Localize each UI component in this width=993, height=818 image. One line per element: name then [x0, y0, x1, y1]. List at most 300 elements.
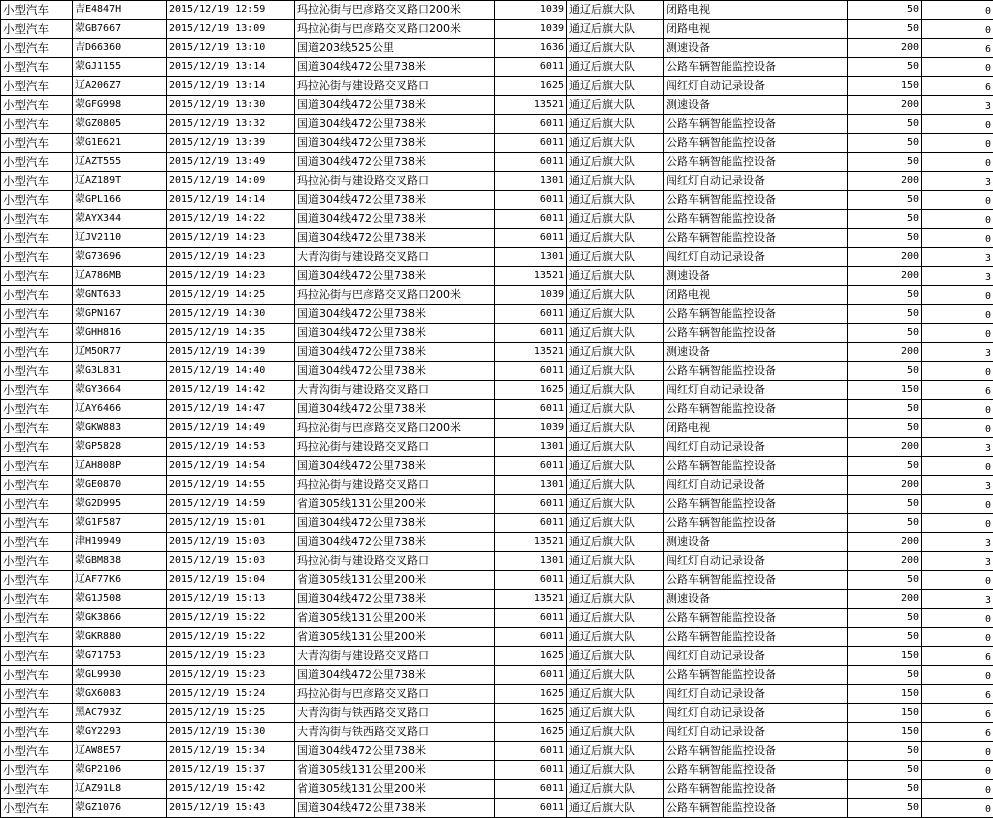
datetime-cell[interactable]: 2015/12/19 14:55	[167, 476, 295, 495]
code-cell[interactable]: 1625	[495, 723, 567, 742]
vehicle-type-cell[interactable]: 小型汽车	[1, 666, 73, 685]
device-type-cell[interactable]: 公路车辆智能监控设备	[664, 799, 848, 818]
vehicle-type-cell[interactable]: 小型汽车	[1, 39, 73, 58]
table-row[interactable]	[1, 438, 993, 457]
table-row[interactable]	[1, 419, 993, 438]
points-cell[interactable]: 3	[922, 533, 993, 552]
fine-cell[interactable]: 200	[848, 590, 922, 609]
unit-cell[interactable]: 通辽后旗大队	[567, 628, 664, 647]
location-cell[interactable]: 玛拉沁街与建设路交叉路口	[295, 172, 495, 191]
datetime-cell[interactable]: 2015/12/19 14:22	[167, 210, 295, 229]
datetime-cell[interactable]: 2015/12/19 14:59	[167, 495, 295, 514]
vehicle-type-cell[interactable]: 小型汽车	[1, 400, 73, 419]
fine-cell[interactable]: 50	[848, 609, 922, 628]
code-cell[interactable]: 6011	[495, 666, 567, 685]
code-cell[interactable]: 6011	[495, 58, 567, 77]
code-cell[interactable]: 13521	[495, 343, 567, 362]
datetime-cell[interactable]: 2015/12/19 13:32	[167, 115, 295, 134]
plate-number-cell[interactable]: 辽A206Z7	[73, 77, 167, 96]
fine-cell[interactable]: 50	[848, 305, 922, 324]
plate-number-cell[interactable]: 辽AW8E57	[73, 742, 167, 761]
code-cell[interactable]: 6011	[495, 153, 567, 172]
datetime-cell[interactable]: 2015/12/19 15:03	[167, 552, 295, 571]
plate-number-cell[interactable]: 辽AZ91L8	[73, 780, 167, 799]
location-cell[interactable]: 国道304线472公里738米	[295, 362, 495, 381]
device-type-cell[interactable]: 公路车辆智能监控设备	[664, 210, 848, 229]
plate-number-cell[interactable]: 蒙GHH816	[73, 324, 167, 343]
points-cell[interactable]: 6	[922, 723, 993, 742]
table-row[interactable]	[1, 96, 993, 115]
unit-cell[interactable]: 通辽后旗大队	[567, 742, 664, 761]
plate-number-cell[interactable]: 蒙GNT633	[73, 286, 167, 305]
device-type-cell[interactable]: 公路车辆智能监控设备	[664, 324, 848, 343]
vehicle-type-cell[interactable]: 小型汽车	[1, 590, 73, 609]
datetime-cell[interactable]: 2015/12/19 14:49	[167, 419, 295, 438]
fine-cell[interactable]: 200	[848, 438, 922, 457]
location-cell[interactable]: 国道304线472公里738米	[295, 115, 495, 134]
vehicle-type-cell[interactable]: 小型汽车	[1, 362, 73, 381]
unit-cell[interactable]: 通辽后旗大队	[567, 134, 664, 153]
code-cell[interactable]: 6011	[495, 628, 567, 647]
location-cell[interactable]: 国道304线472公里738米	[295, 96, 495, 115]
location-cell[interactable]: 国道304线472公里738米	[295, 134, 495, 153]
unit-cell[interactable]: 通辽后旗大队	[567, 476, 664, 495]
points-cell[interactable]: 0	[922, 362, 993, 381]
plate-number-cell[interactable]: 蒙GL9930	[73, 666, 167, 685]
code-cell[interactable]: 1625	[495, 77, 567, 96]
points-cell[interactable]: 3	[922, 552, 993, 571]
table-row[interactable]	[1, 210, 993, 229]
vehicle-type-cell[interactable]: 小型汽车	[1, 495, 73, 514]
plate-number-cell[interactable]: 辽AY6466	[73, 400, 167, 419]
plate-number-cell[interactable]: 蒙G1E621	[73, 134, 167, 153]
device-type-cell[interactable]: 公路车辆智能监控设备	[664, 191, 848, 210]
code-cell[interactable]: 6011	[495, 362, 567, 381]
plate-number-cell[interactable]: 蒙GX6083	[73, 685, 167, 704]
fine-cell[interactable]: 50	[848, 191, 922, 210]
plate-number-cell[interactable]: 辽AZ189T	[73, 172, 167, 191]
code-cell[interactable]: 1625	[495, 381, 567, 400]
plate-number-cell[interactable]: 蒙G3L831	[73, 362, 167, 381]
location-cell[interactable]: 国道304线472公里738米	[295, 666, 495, 685]
location-cell[interactable]: 国道304线472公里738米	[295, 153, 495, 172]
code-cell[interactable]: 6011	[495, 742, 567, 761]
location-cell[interactable]: 大青沟街与建设路交叉路口	[295, 381, 495, 400]
points-cell[interactable]: 0	[922, 457, 993, 476]
device-type-cell[interactable]: 公路车辆智能监控设备	[664, 115, 848, 134]
vehicle-type-cell[interactable]: 小型汽车	[1, 381, 73, 400]
fine-cell[interactable]: 200	[848, 172, 922, 191]
location-cell[interactable]: 国道304线472公里738米	[295, 590, 495, 609]
location-cell[interactable]: 玛拉沁街与巴彦路交叉路口200米	[295, 286, 495, 305]
datetime-cell[interactable]: 2015/12/19 14:14	[167, 191, 295, 210]
unit-cell[interactable]: 通辽后旗大队	[567, 533, 664, 552]
datetime-cell[interactable]: 2015/12/19 13:49	[167, 153, 295, 172]
vehicle-type-cell[interactable]: 小型汽车	[1, 742, 73, 761]
unit-cell[interactable]: 通辽后旗大队	[567, 324, 664, 343]
unit-cell[interactable]: 通辽后旗大队	[567, 761, 664, 780]
vehicle-type-cell[interactable]: 小型汽车	[1, 343, 73, 362]
code-cell[interactable]: 13521	[495, 267, 567, 286]
code-cell[interactable]: 6011	[495, 780, 567, 799]
points-cell[interactable]: 3	[922, 476, 993, 495]
location-cell[interactable]: 玛拉沁街与建设路交叉路口	[295, 77, 495, 96]
device-type-cell[interactable]: 测速设备	[664, 267, 848, 286]
plate-number-cell[interactable]: 辽M5OR77	[73, 343, 167, 362]
points-cell[interactable]: 0	[922, 115, 993, 134]
device-type-cell[interactable]: 公路车辆智能监控设备	[664, 761, 848, 780]
datetime-cell[interactable]: 2015/12/19 14:39	[167, 343, 295, 362]
vehicle-type-cell[interactable]: 小型汽车	[1, 685, 73, 704]
location-cell[interactable]: 国道304线472公里738米	[295, 799, 495, 818]
location-cell[interactable]: 玛拉沁街与巴彦路交叉路口200米	[295, 20, 495, 39]
points-cell[interactable]: 0	[922, 286, 993, 305]
datetime-cell[interactable]: 2015/12/19 14:54	[167, 457, 295, 476]
unit-cell[interactable]: 通辽后旗大队	[567, 438, 664, 457]
device-type-cell[interactable]: 公路车辆智能监控设备	[664, 780, 848, 799]
vehicle-type-cell[interactable]: 小型汽车	[1, 324, 73, 343]
table-row[interactable]	[1, 77, 993, 96]
table-row[interactable]	[1, 761, 993, 780]
device-type-cell[interactable]: 闯红灯自动记录设备	[664, 685, 848, 704]
device-type-cell[interactable]: 闯红灯自动记录设备	[664, 552, 848, 571]
vehicle-type-cell[interactable]: 小型汽车	[1, 514, 73, 533]
vehicle-type-cell[interactable]: 小型汽车	[1, 286, 73, 305]
table-row[interactable]	[1, 609, 993, 628]
plate-number-cell[interactable]: 蒙GB7667	[73, 20, 167, 39]
unit-cell[interactable]: 通辽后旗大队	[567, 172, 664, 191]
datetime-cell[interactable]: 2015/12/19 15:23	[167, 666, 295, 685]
table-row[interactable]	[1, 533, 993, 552]
code-cell[interactable]: 6011	[495, 761, 567, 780]
unit-cell[interactable]: 通辽后旗大队	[567, 514, 664, 533]
fine-cell[interactable]: 50	[848, 153, 922, 172]
datetime-cell[interactable]: 2015/12/19 15:37	[167, 761, 295, 780]
plate-number-cell[interactable]: 津H19949	[73, 533, 167, 552]
fine-cell[interactable]: 150	[848, 685, 922, 704]
location-cell[interactable]: 国道304线472公里738米	[295, 191, 495, 210]
location-cell[interactable]: 玛拉沁街与巴彦路交叉路口200米	[295, 419, 495, 438]
points-cell[interactable]: 0	[922, 191, 993, 210]
location-cell[interactable]: 国道304线472公里738米	[295, 343, 495, 362]
points-cell[interactable]: 0	[922, 514, 993, 533]
vehicle-type-cell[interactable]: 小型汽车	[1, 134, 73, 153]
plate-number-cell[interactable]: 蒙GY3664	[73, 381, 167, 400]
table-row[interactable]	[1, 267, 993, 286]
datetime-cell[interactable]: 2015/12/19 14:42	[167, 381, 295, 400]
device-type-cell[interactable]: 闯红灯自动记录设备	[664, 248, 848, 267]
unit-cell[interactable]: 通辽后旗大队	[567, 58, 664, 77]
device-type-cell[interactable]: 闯红灯自动记录设备	[664, 172, 848, 191]
unit-cell[interactable]: 通辽后旗大队	[567, 343, 664, 362]
unit-cell[interactable]: 通辽后旗大队	[567, 590, 664, 609]
fine-cell[interactable]: 50	[848, 799, 922, 818]
points-cell[interactable]: 0	[922, 571, 993, 590]
table-row[interactable]	[1, 742, 993, 761]
points-cell[interactable]: 0	[922, 666, 993, 685]
plate-number-cell[interactable]: 吉D66360	[73, 39, 167, 58]
plate-number-cell[interactable]: 蒙GPL166	[73, 191, 167, 210]
device-type-cell[interactable]: 公路车辆智能监控设备	[664, 134, 848, 153]
vehicle-type-cell[interactable]: 小型汽车	[1, 419, 73, 438]
points-cell[interactable]: 6	[922, 704, 993, 723]
plate-number-cell[interactable]: 辽JV2110	[73, 229, 167, 248]
device-type-cell[interactable]: 公路车辆智能监控设备	[664, 742, 848, 761]
unit-cell[interactable]: 通辽后旗大队	[567, 191, 664, 210]
device-type-cell[interactable]: 闯红灯自动记录设备	[664, 476, 848, 495]
location-cell[interactable]: 国道304线472公里738米	[295, 324, 495, 343]
unit-cell[interactable]: 通辽后旗大队	[567, 780, 664, 799]
location-cell[interactable]: 大青沟街与铁西路交叉路口	[295, 723, 495, 742]
points-cell[interactable]: 0	[922, 419, 993, 438]
points-cell[interactable]: 3	[922, 343, 993, 362]
points-cell[interactable]: 0	[922, 58, 993, 77]
device-type-cell[interactable]: 闭路电视	[664, 20, 848, 39]
device-type-cell[interactable]: 公路车辆智能监控设备	[664, 400, 848, 419]
plate-number-cell[interactable]: 蒙G71753	[73, 647, 167, 666]
points-cell[interactable]: 0	[922, 1, 993, 20]
location-cell[interactable]: 国道304线472公里738米	[295, 210, 495, 229]
table-row[interactable]	[1, 514, 993, 533]
table-row[interactable]	[1, 115, 993, 134]
plate-number-cell[interactable]: 蒙G1F587	[73, 514, 167, 533]
table-row[interactable]	[1, 58, 993, 77]
points-cell[interactable]: 0	[922, 134, 993, 153]
plate-number-cell[interactable]: 蒙GK3866	[73, 609, 167, 628]
datetime-cell[interactable]: 2015/12/19 15:13	[167, 590, 295, 609]
location-cell[interactable]: 省道305线131公里200米	[295, 609, 495, 628]
location-cell[interactable]: 国道304线472公里738米	[295, 514, 495, 533]
vehicle-type-cell[interactable]: 小型汽车	[1, 799, 73, 818]
device-type-cell[interactable]: 公路车辆智能监控设备	[664, 58, 848, 77]
table-row[interactable]	[1, 685, 993, 704]
unit-cell[interactable]: 通辽后旗大队	[567, 1, 664, 20]
unit-cell[interactable]: 通辽后旗大队	[567, 571, 664, 590]
vehicle-type-cell[interactable]: 小型汽车	[1, 58, 73, 77]
fine-cell[interactable]: 150	[848, 77, 922, 96]
unit-cell[interactable]: 通辽后旗大队	[567, 799, 664, 818]
points-cell[interactable]: 0	[922, 305, 993, 324]
fine-cell[interactable]: 50	[848, 20, 922, 39]
device-type-cell[interactable]: 闭路电视	[664, 1, 848, 20]
datetime-cell[interactable]: 2015/12/19 15:22	[167, 609, 295, 628]
location-cell[interactable]: 省道305线131公里200米	[295, 780, 495, 799]
fine-cell[interactable]: 50	[848, 514, 922, 533]
vehicle-type-cell[interactable]: 小型汽车	[1, 191, 73, 210]
table-row[interactable]	[1, 704, 993, 723]
table-row[interactable]	[1, 381, 993, 400]
fine-cell[interactable]: 50	[848, 134, 922, 153]
code-cell[interactable]: 1301	[495, 248, 567, 267]
unit-cell[interactable]: 通辽后旗大队	[567, 305, 664, 324]
table-row[interactable]	[1, 134, 993, 153]
points-cell[interactable]: 3	[922, 96, 993, 115]
plate-number-cell[interactable]: 蒙GFG998	[73, 96, 167, 115]
points-cell[interactable]: 3	[922, 438, 993, 457]
datetime-cell[interactable]: 2015/12/19 14:23	[167, 248, 295, 267]
code-cell[interactable]: 6011	[495, 115, 567, 134]
fine-cell[interactable]: 200	[848, 552, 922, 571]
table-row[interactable]	[1, 1, 993, 20]
table-row[interactable]	[1, 39, 993, 58]
location-cell[interactable]: 大青沟街与建设路交叉路口	[295, 248, 495, 267]
datetime-cell[interactable]: 2015/12/19 15:22	[167, 628, 295, 647]
vehicle-type-cell[interactable]: 小型汽车	[1, 780, 73, 799]
code-cell[interactable]: 13521	[495, 590, 567, 609]
plate-number-cell[interactable]: 辽AH808P	[73, 457, 167, 476]
fine-cell[interactable]: 150	[848, 381, 922, 400]
plate-number-cell[interactable]: 蒙G73696	[73, 248, 167, 267]
code-cell[interactable]: 1301	[495, 476, 567, 495]
table-row[interactable]	[1, 476, 993, 495]
plate-number-cell[interactable]: 蒙GZ1076	[73, 799, 167, 818]
points-cell[interactable]: 0	[922, 799, 993, 818]
fine-cell[interactable]: 50	[848, 666, 922, 685]
vehicle-type-cell[interactable]: 小型汽车	[1, 723, 73, 742]
table-row[interactable]	[1, 495, 993, 514]
vehicle-type-cell[interactable]: 小型汽车	[1, 647, 73, 666]
code-cell[interactable]: 6011	[495, 457, 567, 476]
table-row[interactable]	[1, 780, 993, 799]
vehicle-type-cell[interactable]: 小型汽车	[1, 609, 73, 628]
vehicle-type-cell[interactable]: 小型汽车	[1, 476, 73, 495]
device-type-cell[interactable]: 公路车辆智能监控设备	[664, 362, 848, 381]
vehicle-type-cell[interactable]: 小型汽车	[1, 552, 73, 571]
fine-cell[interactable]: 200	[848, 39, 922, 58]
table-row[interactable]	[1, 305, 993, 324]
code-cell[interactable]: 6011	[495, 400, 567, 419]
datetime-cell[interactable]: 2015/12/19 13:10	[167, 39, 295, 58]
vehicle-type-cell[interactable]: 小型汽车	[1, 115, 73, 134]
unit-cell[interactable]: 通辽后旗大队	[567, 685, 664, 704]
location-cell[interactable]: 国道203线525公里	[295, 39, 495, 58]
code-cell[interactable]: 6011	[495, 191, 567, 210]
plate-number-cell[interactable]: 蒙GJ1155	[73, 58, 167, 77]
location-cell[interactable]: 省道305线131公里200米	[295, 761, 495, 780]
location-cell[interactable]: 玛拉沁街与巴彦路交叉路口200米	[295, 1, 495, 20]
points-cell[interactable]: 3	[922, 590, 993, 609]
fine-cell[interactable]: 50	[848, 324, 922, 343]
table-row[interactable]	[1, 552, 993, 571]
points-cell[interactable]: 3	[922, 248, 993, 267]
unit-cell[interactable]: 通辽后旗大队	[567, 96, 664, 115]
unit-cell[interactable]: 通辽后旗大队	[567, 495, 664, 514]
fine-cell[interactable]: 50	[848, 362, 922, 381]
datetime-cell[interactable]: 2015/12/19 15:01	[167, 514, 295, 533]
location-cell[interactable]: 玛拉沁街与建设路交叉路口	[295, 476, 495, 495]
device-type-cell[interactable]: 公路车辆智能监控设备	[664, 514, 848, 533]
location-cell[interactable]: 国道304线472公里738米	[295, 457, 495, 476]
datetime-cell[interactable]: 2015/12/19 15:25	[167, 704, 295, 723]
datetime-cell[interactable]: 2015/12/19 15:43	[167, 799, 295, 818]
datetime-cell[interactable]: 2015/12/19 15:03	[167, 533, 295, 552]
datetime-cell[interactable]: 2015/12/19 14:53	[167, 438, 295, 457]
fine-cell[interactable]: 200	[848, 343, 922, 362]
code-cell[interactable]: 6011	[495, 229, 567, 248]
datetime-cell[interactable]: 2015/12/19 13:39	[167, 134, 295, 153]
unit-cell[interactable]: 通辽后旗大队	[567, 115, 664, 134]
vehicle-type-cell[interactable]: 小型汽车	[1, 571, 73, 590]
device-type-cell[interactable]: 公路车辆智能监控设备	[664, 628, 848, 647]
device-type-cell[interactable]: 测速设备	[664, 590, 848, 609]
vehicle-type-cell[interactable]: 小型汽车	[1, 172, 73, 191]
datetime-cell[interactable]: 2015/12/19 14:47	[167, 400, 295, 419]
unit-cell[interactable]: 通辽后旗大队	[567, 362, 664, 381]
table-row[interactable]	[1, 153, 993, 172]
points-cell[interactable]: 0	[922, 780, 993, 799]
device-type-cell[interactable]: 公路车辆智能监控设备	[664, 666, 848, 685]
vehicle-type-cell[interactable]: 小型汽车	[1, 704, 73, 723]
plate-number-cell[interactable]: 蒙GPN167	[73, 305, 167, 324]
datetime-cell[interactable]: 2015/12/19 14:30	[167, 305, 295, 324]
location-cell[interactable]: 国道304线472公里738米	[295, 229, 495, 248]
unit-cell[interactable]: 通辽后旗大队	[567, 210, 664, 229]
plate-number-cell[interactable]: 蒙GKW883	[73, 419, 167, 438]
device-type-cell[interactable]: 公路车辆智能监控设备	[664, 229, 848, 248]
table-row[interactable]	[1, 362, 993, 381]
points-cell[interactable]: 0	[922, 495, 993, 514]
device-type-cell[interactable]: 测速设备	[664, 343, 848, 362]
location-cell[interactable]: 玛拉沁街与建设路交叉路口	[295, 552, 495, 571]
location-cell[interactable]: 省道305线131公里200米	[295, 571, 495, 590]
points-cell[interactable]: 6	[922, 647, 993, 666]
fine-cell[interactable]: 150	[848, 723, 922, 742]
points-cell[interactable]: 3	[922, 172, 993, 191]
code-cell[interactable]: 6011	[495, 134, 567, 153]
datetime-cell[interactable]: 2015/12/19 14:40	[167, 362, 295, 381]
fine-cell[interactable]: 150	[848, 704, 922, 723]
points-cell[interactable]: 6	[922, 39, 993, 58]
points-cell[interactable]: 6	[922, 77, 993, 96]
code-cell[interactable]: 6011	[495, 324, 567, 343]
code-cell[interactable]: 1625	[495, 704, 567, 723]
fine-cell[interactable]: 50	[848, 286, 922, 305]
vehicle-type-cell[interactable]: 小型汽车	[1, 210, 73, 229]
datetime-cell[interactable]: 2015/12/19 13:09	[167, 20, 295, 39]
device-type-cell[interactable]: 公路车辆智能监控设备	[664, 305, 848, 324]
points-cell[interactable]: 0	[922, 628, 993, 647]
fine-cell[interactable]: 50	[848, 419, 922, 438]
unit-cell[interactable]: 通辽后旗大队	[567, 457, 664, 476]
points-cell[interactable]: 0	[922, 400, 993, 419]
table-row[interactable]	[1, 286, 993, 305]
table-row[interactable]	[1, 723, 993, 742]
table-row[interactable]	[1, 191, 993, 210]
plate-number-cell[interactable]: 蒙GZ0805	[73, 115, 167, 134]
vehicle-type-cell[interactable]: 小型汽车	[1, 20, 73, 39]
plate-number-cell[interactable]: 黑AC793Z	[73, 704, 167, 723]
code-cell[interactable]: 6011	[495, 799, 567, 818]
datetime-cell[interactable]: 2015/12/19 13:14	[167, 58, 295, 77]
plate-number-cell[interactable]: 蒙GY2293	[73, 723, 167, 742]
fine-cell[interactable]: 50	[848, 495, 922, 514]
unit-cell[interactable]: 通辽后旗大队	[567, 400, 664, 419]
datetime-cell[interactable]: 2015/12/19 15:34	[167, 742, 295, 761]
unit-cell[interactable]: 通辽后旗大队	[567, 229, 664, 248]
datetime-cell[interactable]: 2015/12/19 15:42	[167, 780, 295, 799]
code-cell[interactable]: 1301	[495, 438, 567, 457]
vehicle-type-cell[interactable]: 小型汽车	[1, 153, 73, 172]
points-cell[interactable]: 0	[922, 153, 993, 172]
datetime-cell[interactable]: 2015/12/19 13:30	[167, 96, 295, 115]
unit-cell[interactable]: 通辽后旗大队	[567, 552, 664, 571]
device-type-cell[interactable]: 闯红灯自动记录设备	[664, 77, 848, 96]
unit-cell[interactable]: 通辽后旗大队	[567, 286, 664, 305]
datetime-cell[interactable]: 2015/12/19 14:25	[167, 286, 295, 305]
plate-number-cell[interactable]: 蒙AYX344	[73, 210, 167, 229]
table-row[interactable]	[1, 571, 993, 590]
datetime-cell[interactable]: 2015/12/19 14:35	[167, 324, 295, 343]
